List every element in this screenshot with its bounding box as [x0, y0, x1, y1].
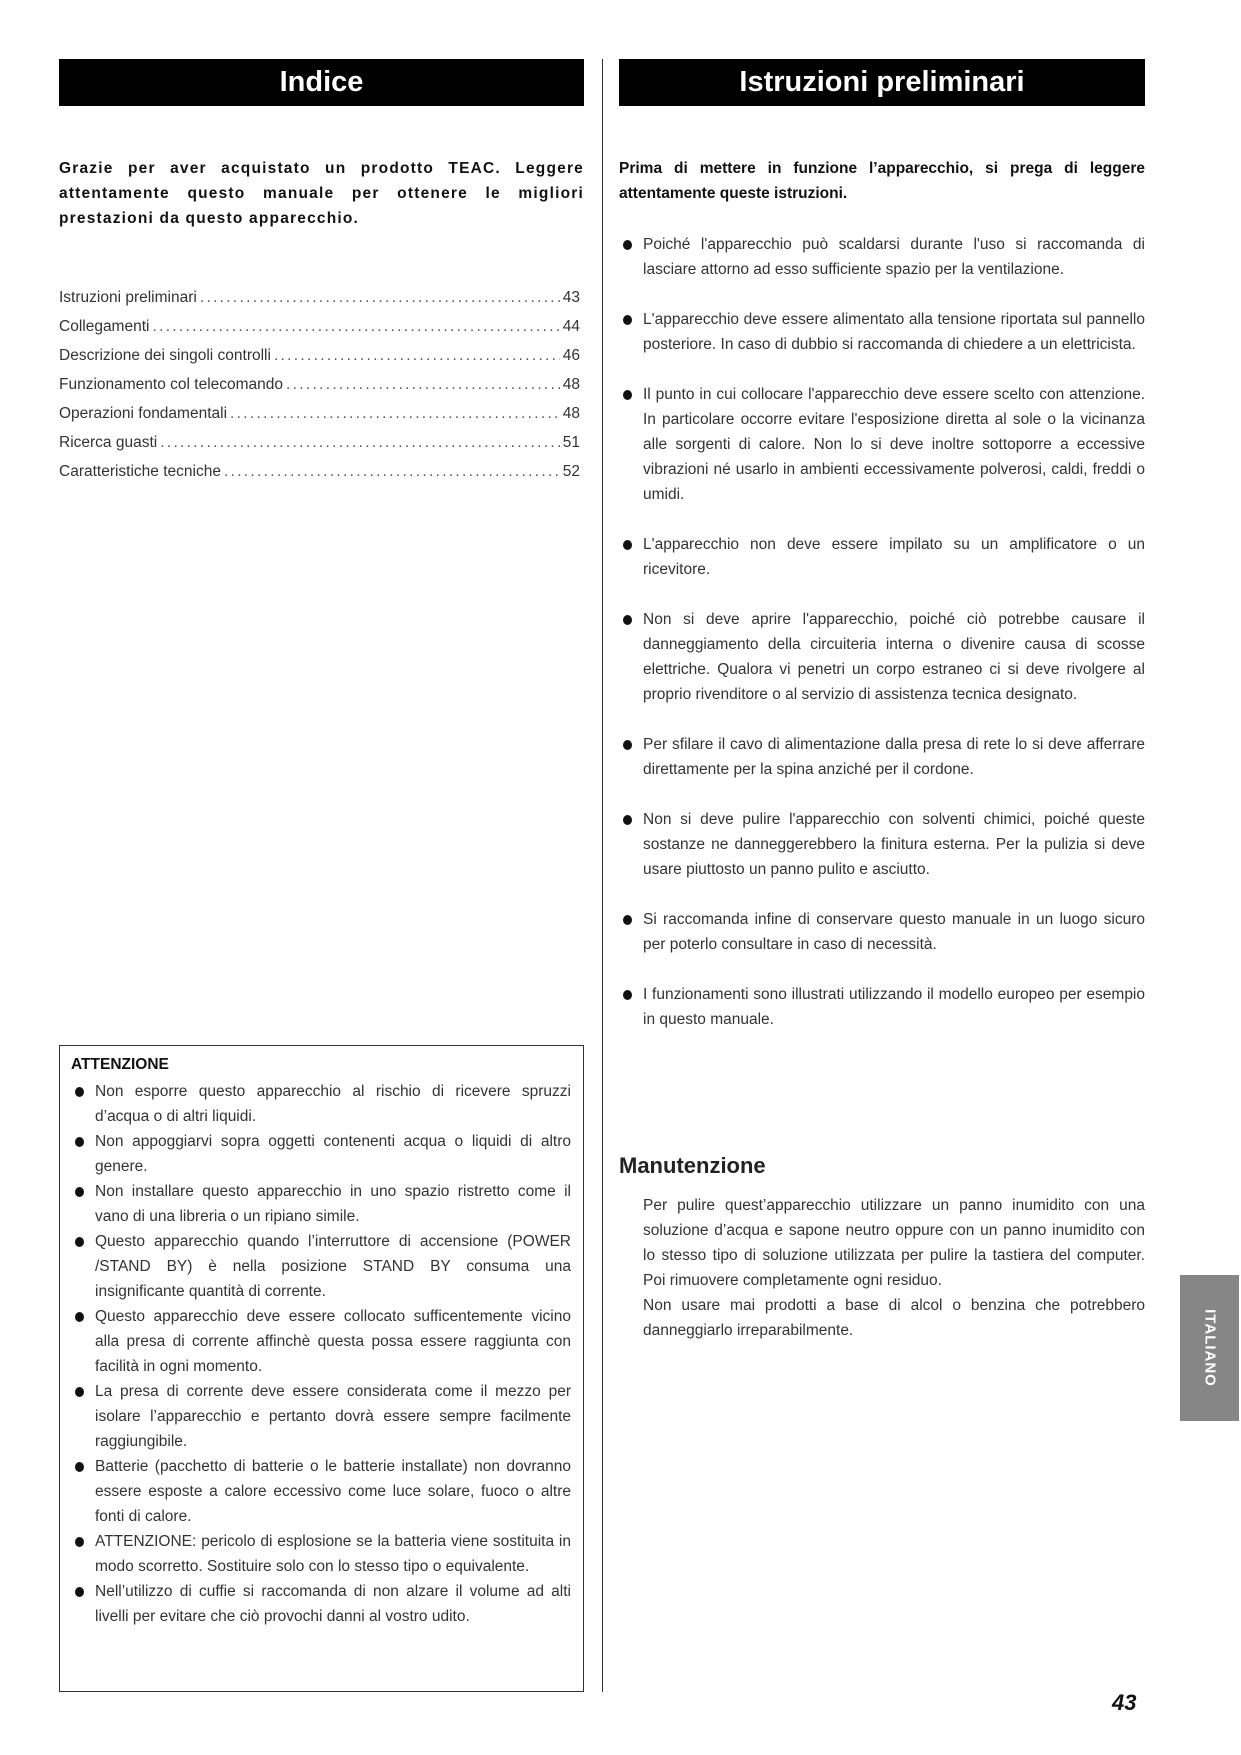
bullet-icon [623, 390, 632, 400]
list-item [71, 1529, 571, 1579]
toc-label: Ricerca guasti [59, 434, 158, 451]
toc-entry[interactable] [59, 401, 580, 430]
bullet-icon [75, 1462, 84, 1472]
language-tab-label: ITALIANO [1201, 1309, 1218, 1387]
toc-page: 52 [562, 463, 580, 480]
toc-entry[interactable] [59, 343, 580, 372]
list-item-text: Non appoggiarvi sopra oggetti contenenti acqua o liquidi di altro genere. [95, 1133, 571, 1175]
list-item-text: Per sfilare il cavo di alimentazione dalla presa di rete lo si deve afferrare direttamente per la spina anziché per il cordone. [643, 736, 1145, 778]
preliminary-header [619, 59, 1145, 106]
list-item [619, 382, 1145, 507]
toc-leader-dots [224, 459, 560, 484]
list-item-text: Non si deve aprire l'apparecchio, poiché ciò potrebbe causare il danneggiamento della circuiteria interna o divenire causa di scosse elettriche. Qualora vi penetri un corpo estraneo ci si deve rivolgere al proprio rivenditore o al servizio di assistenza tecnica designato. [643, 611, 1145, 703]
attention-box [59, 1045, 584, 1692]
toc-page: 48 [562, 405, 580, 422]
list-item [71, 1379, 571, 1454]
toc-page: 43 [562, 289, 580, 306]
list-item-text: La presa di corrente deve essere considerata come il mezzo per isolare l’apparecchio e pertanto dovrà essere sempre facilmente raggiungibile. [95, 1383, 571, 1450]
list-item [71, 1079, 571, 1129]
list-item [71, 1179, 571, 1229]
list-item-text: Non si deve pulire l'apparecchio con solventi chimici, poiché queste sostanze ne danneggerebbero la finitura esterna. Per la pulizia si deve usare piuttosto un panno pulito e asciutto. [643, 811, 1145, 878]
precautions-list [619, 232, 1145, 1057]
list-item [71, 1229, 571, 1304]
maintenance-paragraph: Non usare mai prodotti a base di alcol o benzina che potrebbero danneggiarlo irreparabilmente. [643, 1297, 1145, 1339]
toc-label: Collegamenti [59, 318, 150, 335]
bullet-icon [623, 315, 632, 325]
toc-label: Operazioni fondamentali [59, 405, 228, 422]
list-item [619, 982, 1145, 1032]
list-item [71, 1579, 571, 1629]
list-item-text: Si raccomanda infine di conservare questo manuale in un luogo sicuro per poterlo consultare in caso di necessità. [643, 911, 1145, 953]
index-header [59, 59, 584, 106]
toc-page: 44 [562, 318, 580, 335]
bullet-icon [75, 1587, 84, 1597]
list-item [619, 907, 1145, 957]
bullet-icon [623, 915, 632, 925]
preliminary-title: Istruzioni preliminari [739, 66, 1025, 98]
bullet-icon [623, 740, 632, 750]
toc-entry[interactable] [59, 372, 580, 401]
list-item-text: L'apparecchio non deve essere impilato su un amplificatore o un ricevitore. [643, 536, 1145, 578]
toc-entry[interactable] [59, 285, 580, 314]
toc-leader-dots [152, 314, 559, 339]
list-item-text: Questo apparecchio deve essere collocato sufficentemente vicino alla presa di corrente affinchè questa possa essere raggiunta con facilità in ogni momento. [95, 1308, 571, 1375]
bullet-icon [623, 540, 632, 550]
list-item-text: Non esporre questo apparecchio al rischio di ricevere spruzzi d’acqua o di altri liquidi. [95, 1083, 571, 1125]
list-item-text: Il punto in cui collocare l'apparecchio deve essere scelto con attenzione. In particolare occorre evitare l'esposizione diretta al sole o la vicinanza alle sorgenti di calore. Non lo si deve inoltre sottoporre a eccessive vibrazioni né usarlo in ambienti eccessivamente polverosi, caldi, freddi o umidi. [643, 386, 1145, 503]
index-title: Indice [279, 66, 364, 98]
page-number: 43 [1112, 1690, 1137, 1715]
toc-label: Istruzioni preliminari [59, 289, 197, 306]
list-item [619, 532, 1145, 582]
list-item-text: L'apparecchio deve essere alimentato alla tensione riportata sul pannello posteriore. In caso di dubbio si raccomanda di chiedere a un elettricista. [643, 311, 1145, 353]
toc-leader-dots [160, 430, 560, 455]
toc-entry[interactable] [59, 314, 580, 343]
toc-entry[interactable] [59, 459, 580, 488]
table-of-contents [59, 285, 580, 488]
language-tab [1180, 1275, 1239, 1421]
bullet-icon [75, 1187, 84, 1197]
bullet-icon [75, 1312, 84, 1322]
list-item-text: Batterie (pacchetto di batterie o le batterie installate) non dovranno essere esposte a calore eccessivo come luce solare, fuoco o altre fonti di calore. [95, 1458, 571, 1525]
list-item-text: ATTENZIONE: pericolo di esplosione se la batteria viene sostituita in modo scorretto. Sostituire solo con lo stesso tipo o equivalente. [95, 1533, 571, 1575]
list-item-text: I funzionamenti sono illustrati utilizzando il modello europeo per esempio in questo manuale. [643, 986, 1145, 1028]
toc-leader-dots [274, 343, 560, 368]
list-item [619, 307, 1145, 357]
maintenance-heading: Manutenzione [619, 1153, 766, 1178]
bullet-icon [623, 990, 632, 1000]
toc-entry[interactable] [59, 430, 580, 459]
toc-leader-dots [230, 401, 560, 426]
bullet-icon [75, 1537, 84, 1547]
bullet-icon [623, 815, 632, 825]
list-item [71, 1304, 571, 1379]
list-item-text: Non installare questo apparecchio in uno spazio ristretto come il vano di una libreria o un ripiano simile. [95, 1183, 571, 1225]
intro-right: Prima di mettere in funzione l’apparecchio, si prega di leggere attentamente queste istruzioni. [619, 160, 1145, 202]
toc-leader-dots [286, 372, 560, 397]
maintenance-paragraph: Per pulire quest’apparecchio utilizzare un panno inumidito con una soluzione d’acqua e sapone neutro oppure con un panno inumidito con lo stesso tipo di soluzione utilizzata per pulire la tastiera del computer. Poi rimuovere completamente ogni residuo. [643, 1197, 1145, 1289]
toc-page: 51 [562, 434, 580, 451]
toc-label: Funzionamento col telecomando [59, 376, 284, 393]
attention-title: ATTENZIONE [71, 1056, 169, 1073]
list-item-text: Nell’utilizzo di cuffie si raccomanda di non alzare il volume ad alti livelli per evitare che ciò provochi danni al vostro udito. [95, 1583, 571, 1625]
bullet-icon [75, 1087, 84, 1097]
list-item [619, 807, 1145, 882]
list-item [71, 1129, 571, 1179]
list-item-text: Poiché l'apparecchio può scaldarsi durante l'uso si raccomanda di lasciare attorno ad esso sufficiente spazio per la ventilazione. [643, 236, 1145, 278]
toc-label: Descrizione dei singoli controlli [59, 347, 271, 364]
bullet-icon [623, 240, 632, 250]
toc-label: Caratteristiche tecniche [59, 463, 221, 480]
bullet-icon [75, 1387, 84, 1397]
list-item-text: Questo apparecchio quando l’interruttore di accensione (POWER /STAND BY) è nella posizione STAND BY consuma una insignificante quantità di corrente. [95, 1233, 571, 1300]
list-item [619, 607, 1145, 707]
toc-page: 48 [562, 376, 580, 393]
bullet-icon [75, 1137, 84, 1147]
bullet-icon [623, 615, 632, 625]
list-item [71, 1454, 571, 1529]
list-item [619, 732, 1145, 782]
attention-list [71, 1079, 571, 1629]
maintenance-text [643, 1193, 1145, 1343]
toc-leader-dots [200, 285, 560, 310]
toc-page: 46 [562, 347, 580, 364]
column-divider [602, 59, 603, 1692]
list-item [619, 232, 1145, 282]
intro-left: Grazie per aver acquistato un prodotto TEAC. Leggere attentamente questo manuale per ottenere le migliori prestazioni da questo apparecchio. [59, 160, 584, 227]
bullet-icon [75, 1237, 84, 1247]
